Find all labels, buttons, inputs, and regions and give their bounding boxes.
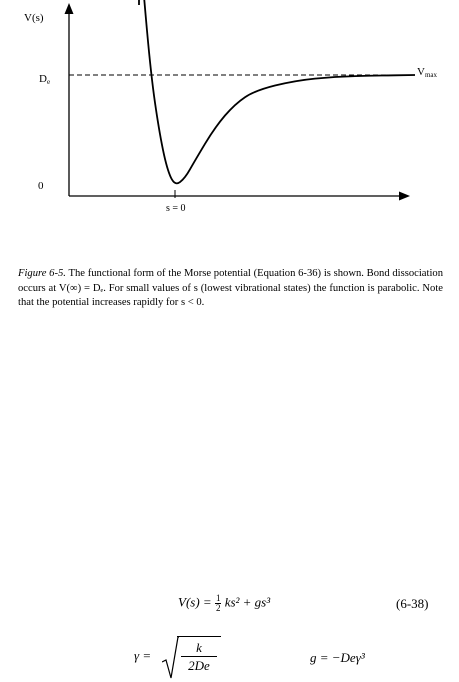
y-axis-arrowhead xyxy=(65,3,74,14)
gamma-lhs: γ = xyxy=(134,648,152,663)
eq1-lhs: V(s) = xyxy=(178,594,215,610)
y-axis-label: V(s) xyxy=(24,12,44,24)
figure-caption xyxy=(18,267,443,311)
caption-label: Figure 6-5. xyxy=(18,268,66,279)
vmax-label: Vmax xyxy=(417,66,438,79)
s0-label: s = 0 xyxy=(166,203,186,214)
de-label: De xyxy=(39,73,51,86)
equation-number: (6-38) xyxy=(396,596,429,611)
morse-curve xyxy=(139,0,415,183)
x-axis-arrowhead xyxy=(399,192,410,201)
equation-6-38 xyxy=(178,594,270,613)
eq1-frac-den: 2 xyxy=(215,603,221,613)
sqrt-body xyxy=(177,636,221,677)
eq1-half-fraction xyxy=(215,594,222,613)
caption-text: The functional form of the Morse potential (Equation 6-36) is shown. Bond dissociation occurs at V(∞) = Dₑ. For small values of s (lowest vibrational states) the function is parabolic. Note that the potential increases rapidly for s < 0. xyxy=(18,268,443,308)
eq1-rhs: ks² + gs³ xyxy=(224,594,271,610)
gamma-numerator: k xyxy=(181,640,217,657)
gamma-denominator: 2De xyxy=(188,658,210,673)
g-equation: g = −Deγ³ xyxy=(310,650,365,665)
zero-label: 0 xyxy=(38,180,44,192)
eq1-frac-num: 1 xyxy=(215,593,221,603)
morse-potential-plot xyxy=(0,0,459,230)
